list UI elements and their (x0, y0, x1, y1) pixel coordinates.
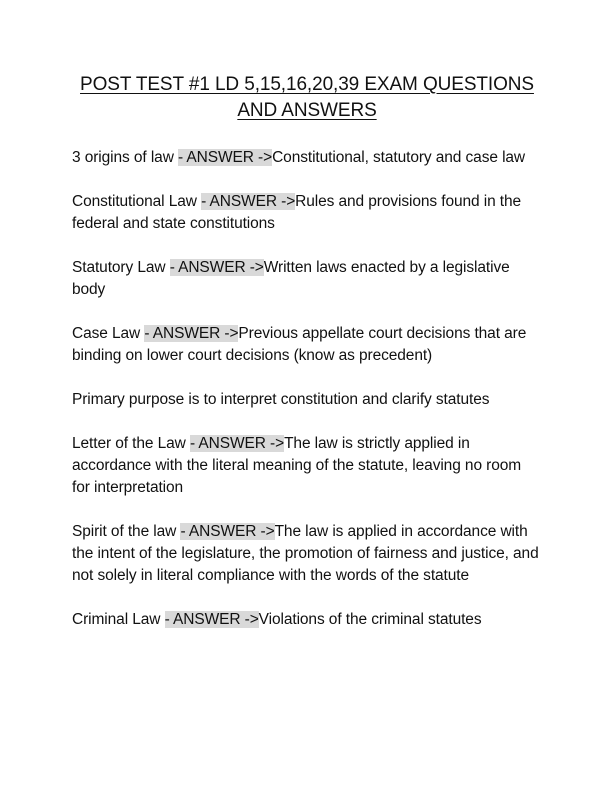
question-text: Letter of the Law (72, 435, 190, 452)
qa-item-case-law (72, 323, 542, 367)
answer-text: Previous appellate court decisions that are binding on lower court decisions (know as precedent) (72, 325, 527, 364)
answer-tag: - ANSWER -> (164, 611, 259, 628)
answer-tag: - ANSWER -> (144, 325, 239, 342)
question-text: Case Law (72, 325, 145, 342)
answer-text: Written laws enacted by a legislative body (72, 259, 510, 298)
answer-text: Violations of the criminal statutes (258, 611, 482, 628)
qa-item-spirit-of-the-law (72, 521, 542, 587)
answer-text: The law is applied in accordance with the intent of the legislature, the promotion of fairness and justice, and not solely in literal compliance with the words of the statute (72, 523, 539, 584)
question-text: 3 origins of law (72, 149, 178, 166)
answer-text: Constitutional, statutory and case law (272, 149, 526, 166)
document-title: POST TEST #1 LD 5,15,16,20,39 EXAM QUESTIONS AND ANSWERS (80, 74, 534, 121)
qa-item-criminal-law (72, 609, 542, 631)
paragraph-primary-purpose: Primary purpose is to interpret constitution and clarify statutes (72, 391, 490, 408)
question-text: Constitutional Law (72, 193, 202, 210)
question-text: Statutory Law (72, 259, 170, 276)
question-text: Spirit of the law (72, 523, 181, 540)
answer-tag: - ANSWER -> (201, 193, 296, 210)
answer-text: The law is strictly applied in accordance with the literal meaning of the statute, leaving no room for interpretation (72, 435, 522, 496)
answer-tag: - ANSWER -> (180, 523, 275, 540)
qa-item-constitutional-law (72, 191, 542, 235)
qa-item-origins-of-law (72, 147, 542, 169)
answer-tag: - ANSWER -> (189, 435, 285, 452)
answer-tag: - ANSWER -> (169, 259, 264, 276)
question-text: Criminal Law (72, 611, 165, 628)
answer-tag: - ANSWER -> (178, 149, 273, 166)
answer-text: Rules and provisions found in the federal and state constitutions (72, 193, 522, 232)
qa-item-statutory-law (72, 257, 542, 301)
qa-item-letter-of-the-law (72, 433, 542, 499)
